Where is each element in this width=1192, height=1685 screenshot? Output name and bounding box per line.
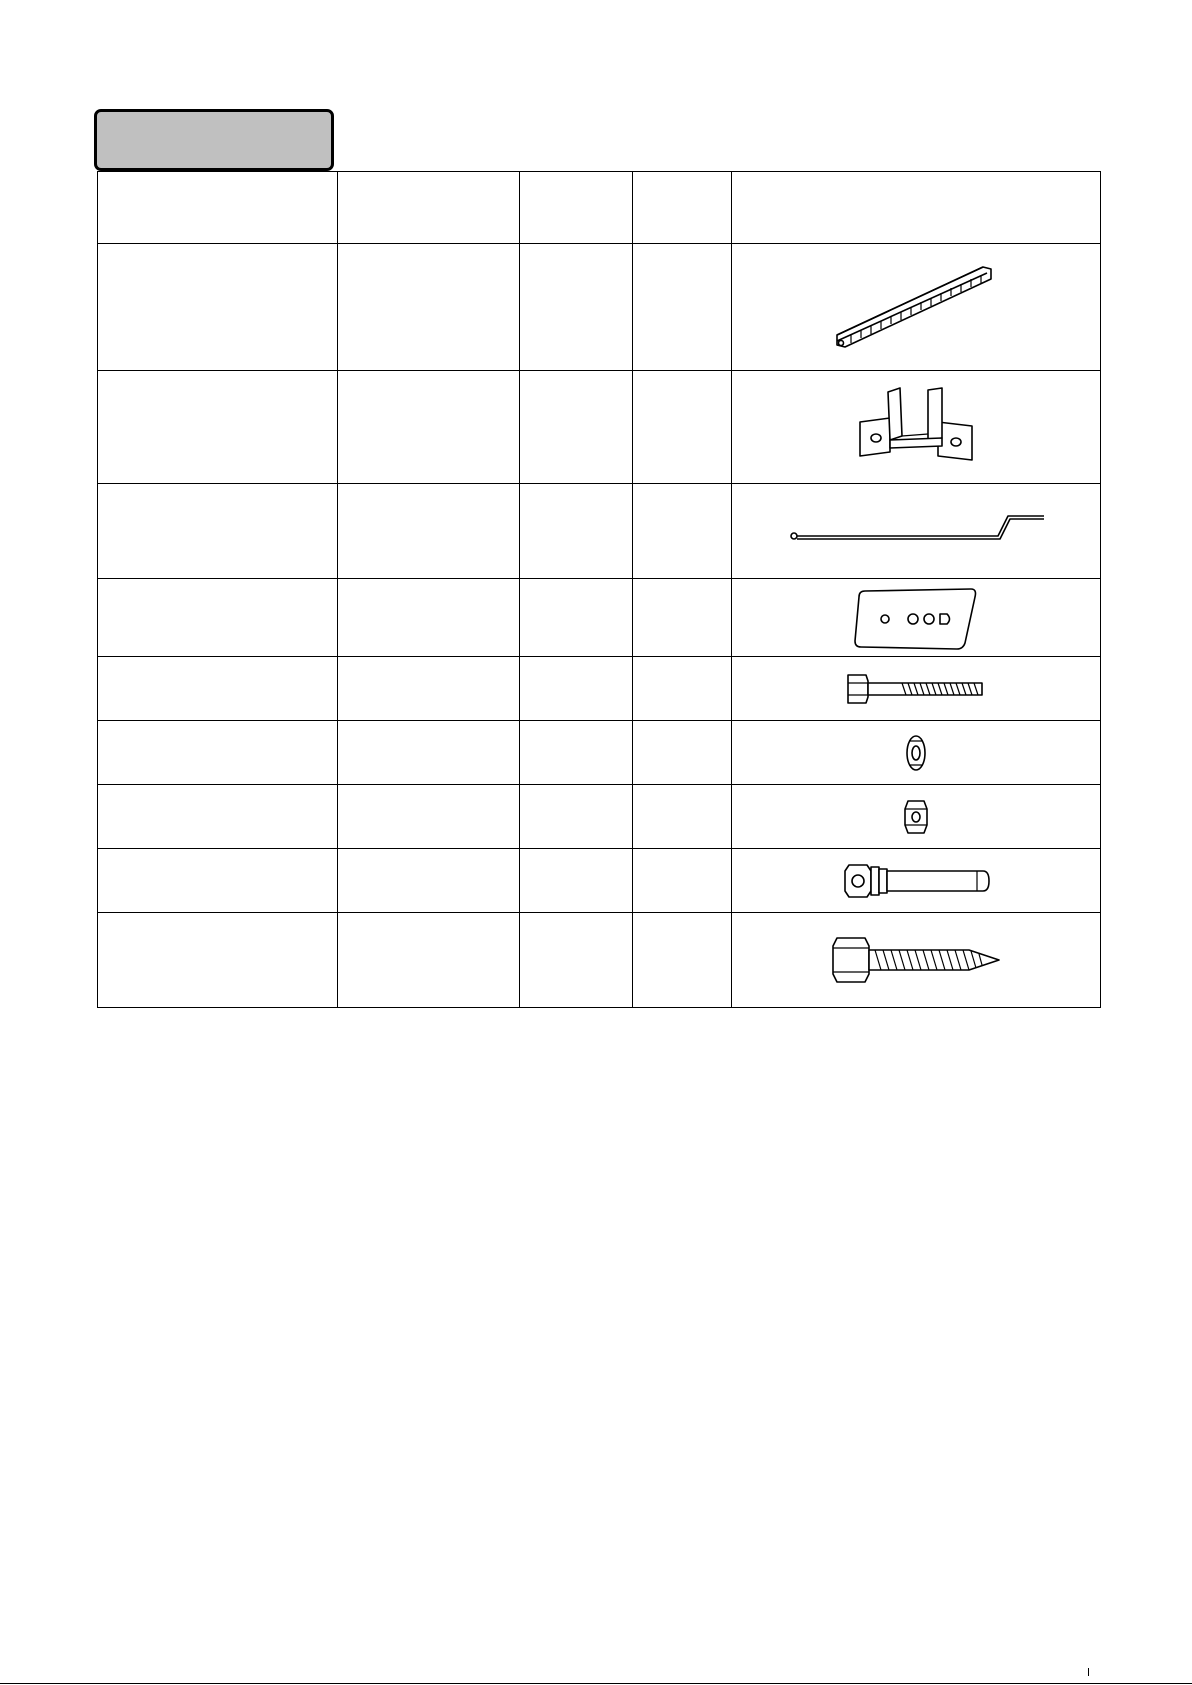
table-row <box>98 657 1101 721</box>
table-cell <box>633 785 732 849</box>
table-header-row <box>98 172 1101 244</box>
table-cell <box>520 785 633 849</box>
table-cell <box>520 371 633 484</box>
table-row <box>98 244 1101 371</box>
table-cell <box>633 371 732 484</box>
table-cell <box>338 371 520 484</box>
section-tab <box>94 109 334 171</box>
footer-rule <box>0 1683 1192 1684</box>
table-cell <box>520 484 633 579</box>
mounting-plate-icon <box>851 585 981 651</box>
table-cell <box>338 721 520 785</box>
table-cell <box>98 579 338 657</box>
table-row <box>98 371 1101 484</box>
table-cell <box>338 579 520 657</box>
rail-bar-icon <box>831 257 1001 357</box>
table-cell <box>633 484 732 579</box>
table-cell <box>338 913 520 1008</box>
table-cell <box>338 244 520 371</box>
table-row <box>98 849 1101 913</box>
table-row <box>98 785 1101 849</box>
table-cell <box>98 371 338 484</box>
table-cell <box>338 849 520 913</box>
table-cell <box>633 721 732 785</box>
crank-rod-icon <box>786 506 1046 556</box>
table-cell <box>98 849 338 913</box>
table-cell <box>633 657 732 721</box>
table-cell <box>520 579 633 657</box>
table-cell <box>98 785 338 849</box>
table-cell <box>338 484 520 579</box>
table-row <box>98 484 1101 579</box>
hex-bolt-icon <box>846 669 986 709</box>
table-row <box>98 913 1101 1008</box>
header-cell <box>520 172 633 244</box>
header-cell <box>338 172 520 244</box>
table-cell <box>520 849 633 913</box>
table-row <box>98 579 1101 657</box>
table-cell <box>520 721 633 785</box>
u-bracket-icon <box>856 382 976 472</box>
table-cell <box>520 244 633 371</box>
table-cell <box>338 657 520 721</box>
table-cell <box>98 657 338 721</box>
table-cell <box>98 721 338 785</box>
washer-icon <box>901 731 931 775</box>
table-cell <box>98 913 338 1008</box>
table-cell <box>633 913 732 1008</box>
table-cell <box>633 849 732 913</box>
table-cell <box>98 484 338 579</box>
table-cell <box>520 913 633 1008</box>
table-cell <box>520 657 633 721</box>
table-row <box>98 721 1101 785</box>
table-cell <box>98 244 338 371</box>
header-cell <box>633 172 732 244</box>
expansion-anchor-icon <box>841 859 991 903</box>
lag-screw-icon <box>831 930 1001 990</box>
table-cell <box>633 244 732 371</box>
parts-list-table <box>97 171 1101 1008</box>
table-cell <box>338 785 520 849</box>
header-cell <box>732 172 1101 244</box>
header-cell <box>98 172 338 244</box>
table-cell <box>633 579 732 657</box>
hex-nut-icon <box>903 797 929 837</box>
page-corner-mark <box>1088 1668 1089 1676</box>
